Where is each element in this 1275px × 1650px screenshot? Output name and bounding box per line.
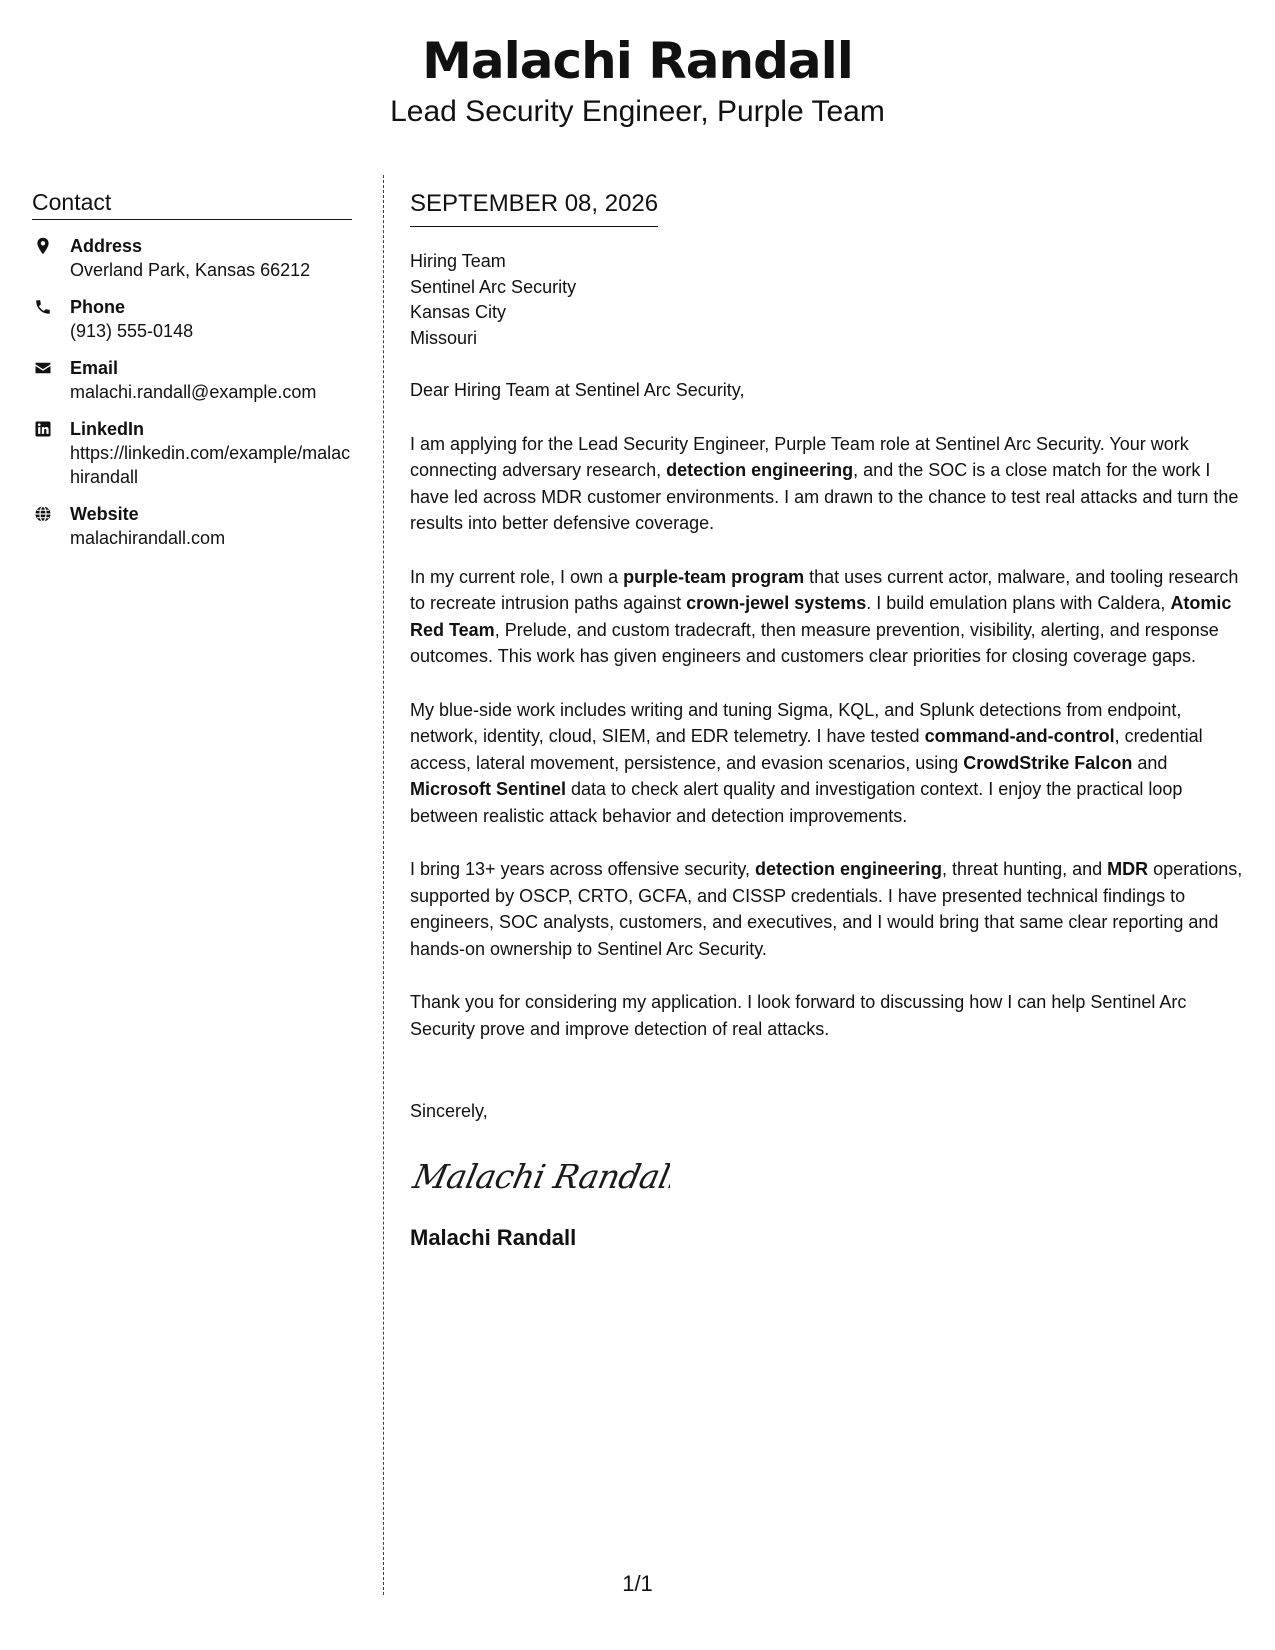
contact-value: malachi.randall@example.com: [70, 382, 317, 402]
recipient-line: Kansas City: [410, 302, 507, 322]
paragraph-text: that uses current actor, malware, and tooling research to recreate intrusion paths against: [410, 566, 1239, 613]
emphasized-text: MDR: [1107, 859, 1149, 879]
paragraph-text: Thank you for considering my application. I look forward to discussing how I can help Sentinel Arc Security prove and improve detection of real attacks.: [410, 992, 1187, 1039]
contact-email: [32, 356, 352, 404]
column-divider: [383, 175, 384, 1595]
contact-label: Address: [70, 236, 143, 256]
emphasized-text: CrowdStrike Falcon: [963, 752, 1133, 773]
website-link[interactable]: malachirandall.com: [70, 528, 226, 548]
contact-sidebar: [32, 188, 352, 563]
recipient-line: Sentinel Arc Security: [410, 276, 577, 297]
contact-value: (913) 555-0148: [70, 321, 194, 341]
salutation: Dear Hiring Team at Sentinel Arc Security,: [410, 380, 745, 400]
paragraph-text: I bring 13+ years across offensive security,: [410, 859, 755, 879]
contact-label: Phone: [70, 297, 126, 317]
emphasized-text: detection engineering: [755, 859, 943, 879]
letter-paragraph: [410, 989, 1252, 1042]
recipient-block: [410, 249, 1252, 351]
linkedin-link[interactable]: https://linkedin.com/example/malachirandall: [70, 443, 351, 487]
letter-body: [410, 188, 1252, 1252]
recipient-line: Missouri: [410, 327, 478, 348]
emphasized-text: Microsoft Sentinel: [410, 779, 567, 799]
page-number: 1/1: [622, 1571, 653, 1596]
paragraph-text: , Prelude, and custom tradecraft, then measure prevention, visibility, alerting, and response outcomes. This work has given engineers and customers clear priorities for closing coverage gaps.: [410, 619, 1219, 666]
contact-label: Email: [70, 358, 119, 378]
emphasized-text: crown-jewel systems: [686, 593, 867, 613]
paragraph-text: I am applying for the Lead Security Engineer, Purple Team role at Sentinel Arc Security. Your work connecting adversary research,: [410, 433, 1189, 480]
svg-text:Malachi Randall: Malachi Randall: [410, 1157, 670, 1196]
phone-icon: [34, 298, 52, 316]
paragraph-text: My blue-side work includes writing and tuning Sigma, KQL, and Splunk detections from endpoint, network, identity, cloud, SIEM, and EDR telemetry. I have tested: [410, 699, 1182, 746]
contact-website: [32, 502, 352, 550]
letter-paragraphs: [410, 431, 1252, 1043]
globe-icon: [34, 505, 52, 523]
letter-paragraph: [410, 564, 1252, 670]
paragraph-text: . I build emulation plans with Caldera,: [866, 593, 1171, 613]
closing: Sincerely,: [410, 1101, 488, 1121]
contact-address: [32, 234, 352, 282]
letter-paragraph: [410, 431, 1252, 537]
letter-paragraph: [410, 697, 1252, 830]
signature: [410, 1148, 1252, 1204]
emphasized-text: purple-team program: [623, 566, 805, 587]
paragraph-text: and: [1132, 752, 1168, 773]
emphasized-text: detection engineering: [666, 460, 854, 480]
applicant-name: Malachi Randall: [422, 32, 853, 90]
letter-paragraph: [410, 856, 1252, 962]
paragraph-text: operations, supported by OSCP, CRTO, GCFA, and CISSP credentials. I have presented technical findings to engineers, SOC analysts, customers, and executives, and I would bring that same clear reporting and hands-on ownership to Sentinel Arc Security.: [410, 859, 1243, 959]
emphasized-text: command-and-control: [924, 726, 1115, 746]
linkedin-icon: [34, 420, 52, 438]
handwritten-signature: [410, 1148, 670, 1204]
paragraph-text: , threat hunting, and: [942, 859, 1108, 879]
contact-phone: [32, 295, 352, 343]
signer-name: Malachi Randall: [410, 1225, 577, 1250]
contact-value: Overland Park, Kansas 66212: [70, 260, 311, 280]
contact-heading: Contact: [32, 188, 352, 220]
paragraph-text: , credential access, lateral movement, persistence, and evasion scenarios, using: [410, 726, 1203, 773]
letter-date: SEPTEMBER 08, 2026: [410, 188, 658, 227]
paragraph-text: data to check alert quality and investigation context. I enjoy the practical loop between realistic attack behavior and detection improvements.: [410, 779, 1183, 826]
contact-label: LinkedIn: [70, 419, 145, 439]
recipient-line: Hiring Team: [410, 251, 506, 271]
contact-linkedin: [32, 417, 352, 489]
map-pin-icon: [34, 237, 52, 255]
header: [0, 30, 1275, 130]
contact-label: Website: [70, 504, 139, 524]
applicant-title: Lead Security Engineer, Purple Team: [390, 95, 885, 128]
envelope-icon: [34, 359, 52, 377]
paragraph-text: , and the SOC is a close match for the work I have led across MDR customer environments. I am drawn to the chance to test real attacks and turn the results into better defensive coverage.: [410, 460, 1239, 533]
paragraph-text: In my current role, I own a: [410, 566, 624, 587]
emphasized-text: Atomic Red Team: [410, 593, 1232, 640]
